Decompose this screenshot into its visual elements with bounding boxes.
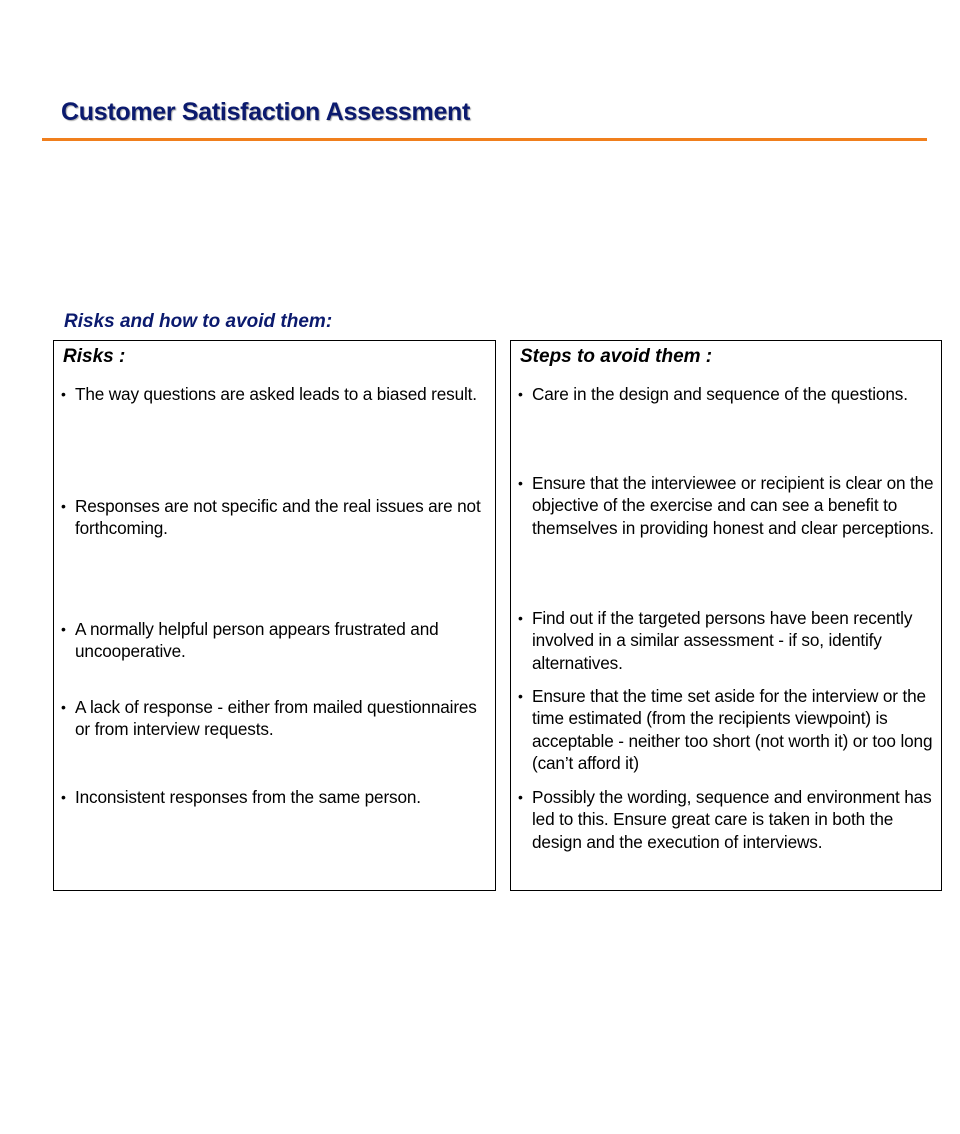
- risk-item: [61, 495, 489, 540]
- section-heading: Risks and how to avoid them:: [64, 311, 333, 332]
- bullet-icon: •: [518, 610, 523, 626]
- risk-item-text: Responses are not specific and the real issues are not forthcoming.: [75, 496, 481, 539]
- step-item-text: Find out if the targeted persons have been recently involved in a similar assessment - if so, identify alternatives.: [532, 608, 913, 673]
- bullet-icon: •: [518, 386, 523, 402]
- steps-panel: [510, 340, 942, 891]
- step-item: [518, 786, 935, 853]
- step-item: [518, 607, 935, 674]
- risk-item-text: Inconsistent responses from the same person.: [75, 787, 421, 807]
- step-item: [518, 383, 935, 405]
- page-title: Customer Satisfaction Assessment: [61, 98, 471, 126]
- bullet-icon: •: [61, 386, 66, 402]
- bullet-icon: •: [518, 475, 523, 491]
- risk-item: [61, 786, 489, 808]
- bullet-icon: •: [61, 699, 66, 715]
- risk-item: [61, 383, 489, 405]
- risk-item-text: A lack of response - either from mailed questionnaires or from interview requests.: [75, 697, 477, 740]
- risk-item: [61, 696, 489, 741]
- bullet-icon: •: [518, 789, 523, 805]
- risks-heading: Risks :: [63, 346, 126, 367]
- step-item: [518, 472, 935, 539]
- step-item-text: Ensure that the time set aside for the interview or the time estimated (from the recipients viewpoint) is acceptable - neither too short (not worth it) or too long (can’t afford it): [532, 686, 933, 773]
- step-item: [518, 685, 935, 774]
- step-item-text: Ensure that the interviewee or recipient is clear on the objective of the exercise and can see a benefit to themselves in providing honest and clear perceptions.: [532, 473, 934, 538]
- risk-item-text: A normally helpful person appears frustrated and uncooperative.: [75, 619, 439, 662]
- step-item-text: Possibly the wording, sequence and environment has led to this. Ensure great care is taken in both the design and the execution of interviews.: [532, 787, 932, 852]
- bullet-icon: •: [61, 498, 66, 514]
- risks-panel: [53, 340, 496, 891]
- bullet-icon: •: [61, 621, 66, 637]
- bullet-icon: •: [61, 789, 66, 805]
- steps-heading: Steps to avoid them :: [520, 346, 713, 367]
- risk-item-text: The way questions are asked leads to a biased result.: [75, 384, 477, 404]
- step-item-text: Care in the design and sequence of the questions.: [532, 384, 908, 404]
- bullet-icon: •: [518, 688, 523, 704]
- title-divider: [42, 138, 927, 141]
- risk-item: [61, 618, 489, 663]
